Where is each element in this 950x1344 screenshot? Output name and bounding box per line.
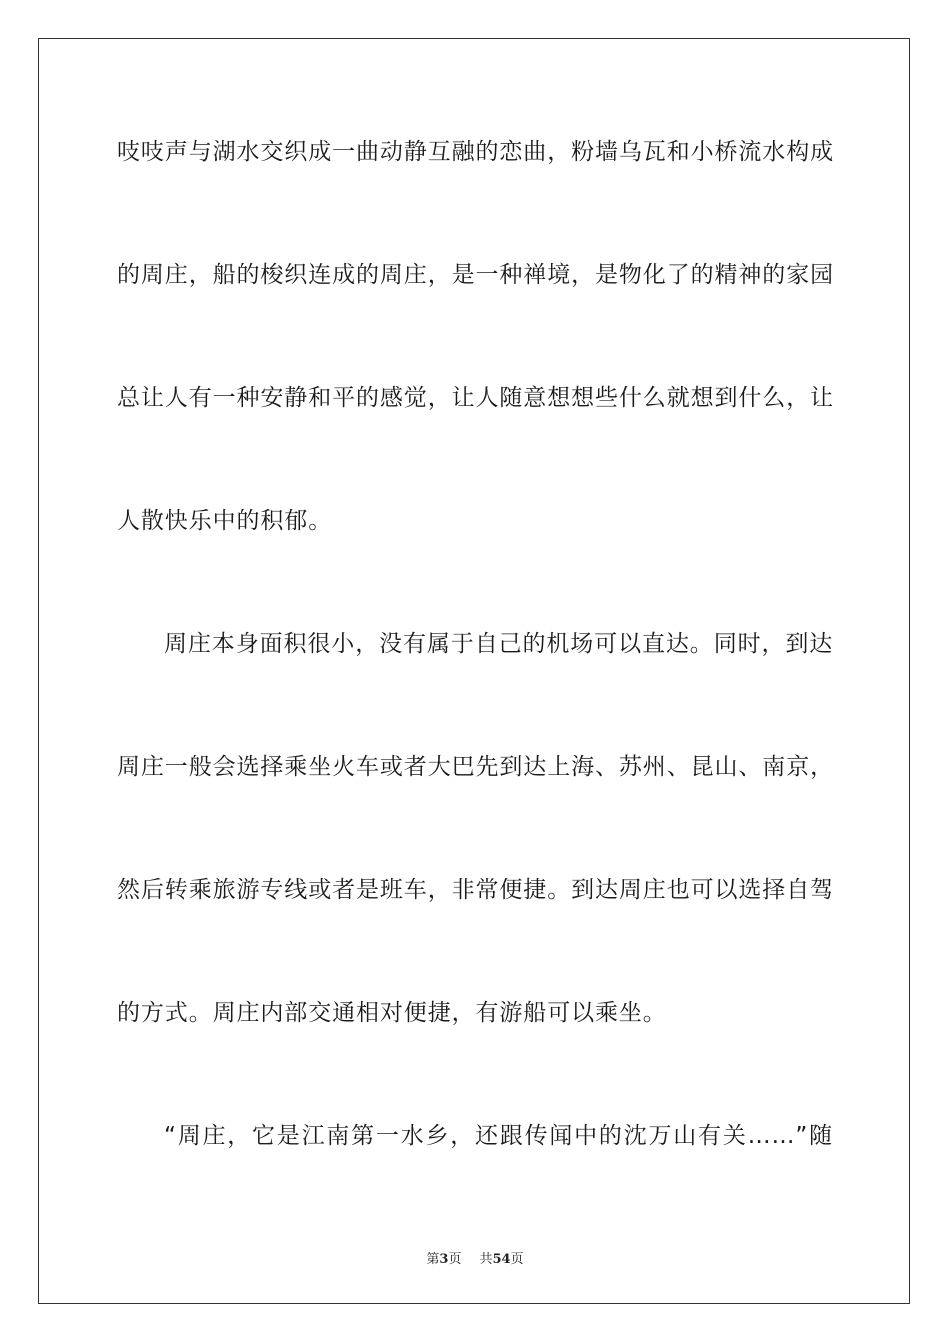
page-suffix: 页 [448,1252,462,1267]
page-footer [0,1248,950,1267]
text-line-6: 周庄一般会选择乘坐火车或者大巴先到达上海、苏州、昆山、南京， [117,754,834,780]
total-pages: 54 [492,1252,511,1267]
page-prefix: 第 [426,1252,440,1267]
text-line-9: “周庄，它是江南第一水乡，还跟传闻中的沈万山有关……”随 [164,1123,833,1149]
total-prefix: 共 [479,1252,493,1267]
text-line-8: 的方式。周庄内部交通相对便捷，有游船可以乘坐。 [117,1000,667,1026]
text-line-5: 周庄本身面积很小，没有属于自己的机场可以直达。同时，到达 [164,631,834,657]
text-line-1: 吱吱声与湖水交织成一曲动静互融的恋曲，粉墙乌瓦和小桥流水构成 [117,139,834,165]
page-number: 3 [439,1252,449,1267]
text-line-7: 然后转乘旅游专线或者是班车，非常便捷。到达周庄也可以选择自驾 [117,877,834,903]
text-line-2: 的周庄，船的梭织连成的周庄，是一种禅境，是物化了的精神的家园 [117,262,834,288]
total-suffix: 页 [510,1252,524,1267]
text-line-3: 总让人有一种安静和平的感觉，让人随意想想些什么就想到什么，让 [117,385,834,411]
text-line-4: 人散快乐中的积郁。 [117,508,333,534]
page-border [38,38,910,1304]
